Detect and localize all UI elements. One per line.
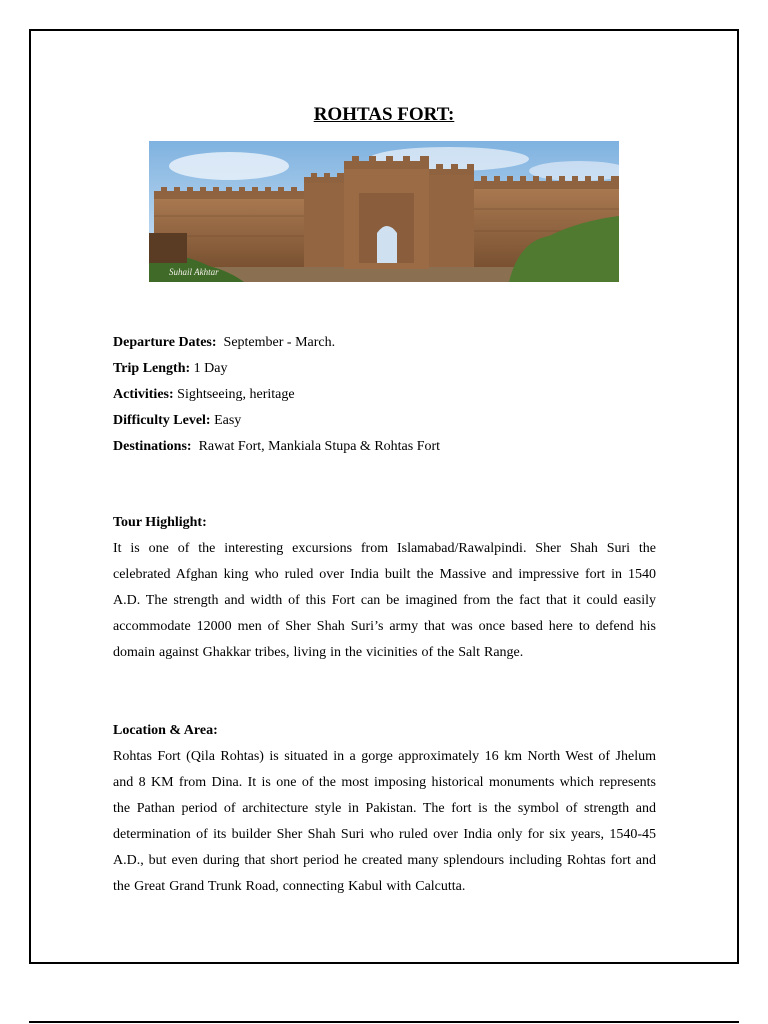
fort-photo	[149, 141, 619, 282]
fort-photo-illustration	[149, 141, 619, 282]
fact-value: Easy	[210, 413, 242, 428]
fact-difficulty-level	[113, 408, 673, 434]
fact-label: Difficulty Level:	[113, 413, 211, 428]
fact-activities	[113, 382, 673, 408]
tour-highlight-section	[113, 510, 656, 666]
fact-label: Destinations:	[113, 439, 192, 454]
trip-facts	[113, 330, 673, 460]
photo-credit: Suhail Akhtar	[169, 267, 219, 277]
fact-departure-dates	[113, 330, 673, 356]
right-bastion	[429, 175, 474, 267]
section-heading: Location & Area:	[113, 723, 218, 738]
fact-destinations	[113, 434, 673, 460]
fact-value: 1 Day	[190, 361, 228, 376]
section-body: It is one of the interesting excursions from Islamabad/Rawalpindi. Sher Shah Suri the celebrated Afghan king who ruled over India built the Massive and impressive fort in 1540 A.D. The strength and width of this Fort can be imagined from the fact that it could easily accommodate 12000 men of Sher Shah Suri’s army that was once based here to defend his domain against Ghakkar tribes, living in the vicinities of the Salt Range.	[113, 541, 656, 660]
fact-label: Activities:	[113, 387, 174, 402]
gate-arch	[377, 226, 397, 263]
fact-trip-length	[113, 356, 673, 382]
fact-value: Sightseeing, heritage	[173, 387, 295, 402]
section-heading: Tour Highlight:	[113, 515, 207, 530]
left-building	[149, 233, 187, 263]
fact-value: Rawat Fort, Mankiala Stupa & Rohtas Fort	[191, 439, 441, 454]
page-divider	[29, 1021, 739, 1023]
page-title: ROHTAS FORT:	[313, 103, 455, 125]
section-body: Rohtas Fort (Qila Rohtas) is situated in a gorge approximately 16 km North West of Jhelum and 8 KM from Dina. It is one of the most imposing historical monuments which represents the Pathan period of architecture style in Pakistan. The fort is the symbol of strength and determination of its builder Sher Shah Suri who ruled over India only for six years, 1540-45 A.D., but even during that short period he created many splendours including Rohtas fort and the Great Grand Trunk Road, connecting Kabul with Calcutta.	[113, 749, 656, 894]
fact-value: September - March.	[216, 335, 336, 350]
fact-label: Trip Length:	[113, 361, 191, 376]
left-bastion	[304, 183, 344, 267]
location-area-section	[113, 718, 656, 900]
cloud	[169, 152, 289, 180]
fact-label: Departure Dates:	[113, 335, 217, 350]
